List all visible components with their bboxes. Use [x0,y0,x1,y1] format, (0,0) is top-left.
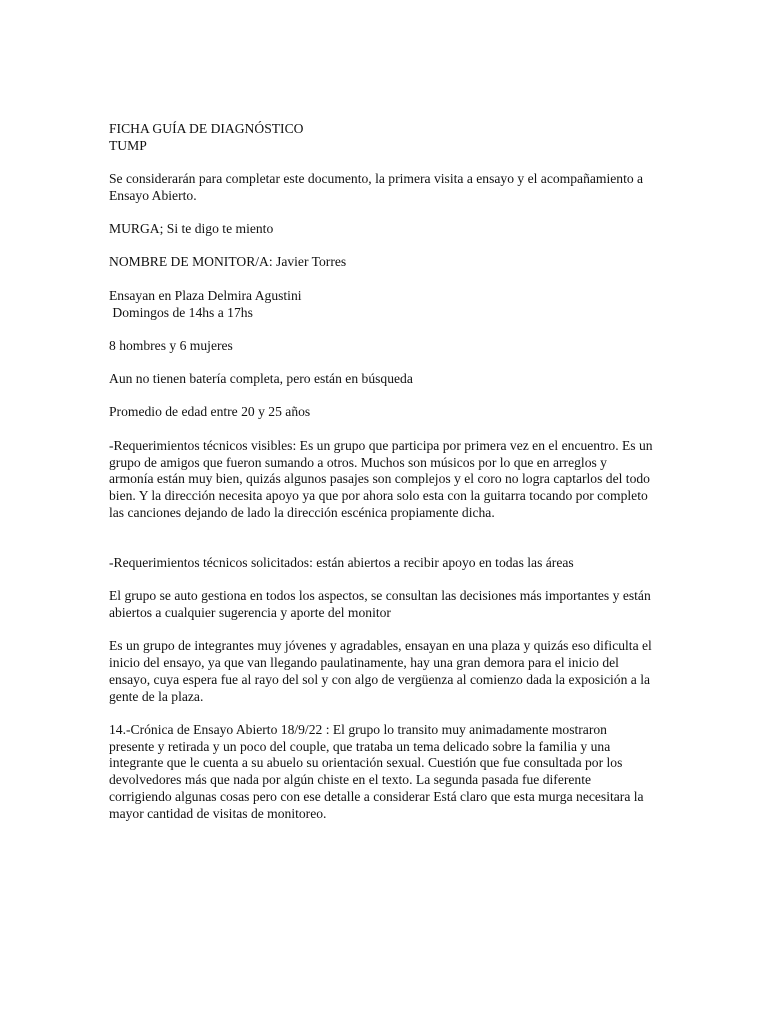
rehearsal-info [109,288,654,322]
document-body [109,121,654,823]
intro-paragraph: Se considerarán para completar este documento, la primera visita a ensayo y el acompañamiento a Ensayo Abierto. [109,171,644,203]
monitor-name: NOMBRE DE MONITOR/A: Javier Torres [109,254,347,270]
self-management-paragraph: El grupo se auto gestiona en todos los aspectos, se consultan las decisiones más importantes y están abiertos a cualquier sugerencia y aporte del monitor [109,588,651,620]
members-count: 8 hombres y 6 mujeres [109,337,233,353]
title-line-2: TUMP [109,137,147,153]
murga-name: MURGA; Si te digo te miento [109,221,274,237]
visible-requirements: -Requerimientos técnicos visibles: Es un grupo que participa por primera vez en el encuentro. Es un grupo de amigos que fueron sumando a otros. Muchos son músicos por lo que en arreglos y armonía están muy bien, quizás algunos pasajes son complejos y el coro no logra captarlos del todo bien. Y la dirección necesita apoyo ya que por ahora solo esta con la guitarra tocando por completo las canciones dejando de lado la dirección escénica propiamente dicha. [109,437,653,520]
open-rehearsal-chronicle: 14.-Crónica de Ensayo Abierto 18/9/22 : El grupo lo transito muy animadamente mostraron presente y retirada y un poco del couple, que trataba un tema delicado sobre la familia y una integrante que le cuenta a su abuelo su orientación sexual. Cuestión que fue consultada por los devolvedores más que nada por algún chiste en el texto. La segunda pasada fue diferente corrigiendo algunas cosas pero con ese detalle a considerar Está claro que esta murga necesitara la mayor cantidad de visitas de monitoreo. [109,721,644,821]
rehearsal-schedule: Domingos de 14hs a 17hs [109,304,253,320]
rehearsal-place: Ensayan en Plaza Delmira Agustini [109,287,302,303]
average-age: Promedio de edad entre 20 y 25 años [109,404,311,420]
title-line-1: FICHA GUÍA DE DIAGNÓSTICO [109,121,304,136]
young-members-paragraph: Es un grupo de integrantes muy jóvenes y agradables, ensayan en una plaza y quizás eso dificulta el inicio del ensayo, ya que van llegando paulatinamente, hay una gran demora para el inicio del ensayo, cuya espera fue al rayo del sol y con algo de vergüenza al comienzo dada la exposición a la gente de la plaza. [109,638,652,704]
battery-status: Aun no tienen batería completa, pero están en búsqueda [109,371,413,387]
document-title [109,121,654,155]
requested-requirements: -Requerimientos técnicos solicitados: están abiertos a recibir apoyo en todas las áreas [109,554,574,570]
